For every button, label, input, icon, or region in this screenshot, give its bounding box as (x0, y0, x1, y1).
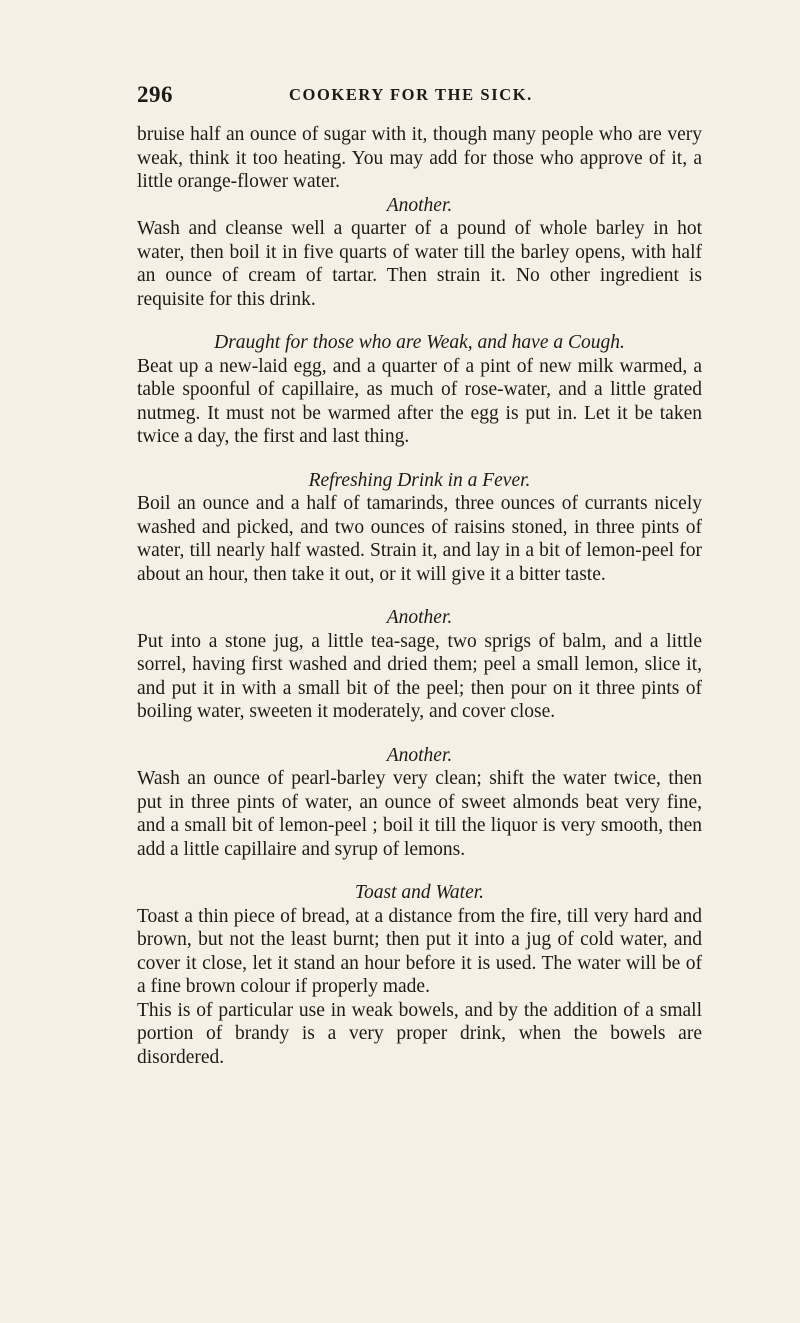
recipe-section (137, 744, 702, 862)
recipe-heading: Toast and Water. (354, 882, 485, 903)
recipe-section (137, 194, 702, 312)
recipe-paragraph: Wash and cleanse well a quarter of a pound of whole barley in hot water, then boil it in five quarts of water till the barley opens, with half an ounce of cream of tartar. Then strain it. No other ingredient is requisite for this drink. (137, 218, 702, 310)
recipe-section (137, 331, 702, 449)
recipe-heading: Another. (386, 607, 453, 628)
recipe-paragraph: Put into a stone jug, a little tea-sage, two sprigs of balm, and a little sorrel, having first washed and dried them; peel a small lemon, slice it, and put it in with a small bit of the peel; then pour on it three pints of boiling water, sweeten it moderately, and cover close. (137, 630, 702, 722)
running-head: COOKERY FOR THE SICK. (289, 85, 533, 104)
recipe-heading: Draught for those who are Weak, and have a Cough. (214, 332, 625, 353)
page-body (137, 123, 702, 1069)
recipe-section (137, 606, 702, 724)
recipe-heading: Refreshing Drink in a Fever. (308, 469, 531, 491)
page-number: 296 (137, 82, 173, 107)
recipe-paragraph: Toast a thin piece of bread, at a distance from the fire, till very hard and brown, but not the least burnt; then put it into a jug of cold water, and cover it close, let it stand an hour before it is used. The water will be of a fine brown colour if properly made. (137, 905, 702, 997)
page-header (137, 82, 697, 108)
recipe-section (137, 881, 702, 1069)
recipe-heading: Another. (386, 744, 453, 766)
recipe-paragraph: Boil an ounce and a half of tamarinds, three ounces of currants nicely washed and picked, and two ounces of raisins stoned, in three pints of water, till nearly half wasted. Strain it, and lay in a bit of lemon-peel for about an hour, then take it out, or it will give it a bitter taste. (137, 493, 702, 585)
recipe-paragraph: Wash an ounce of pearl-barley very clean; shift the water twice, then put in three pints of water, an ounce of sweet almonds beat very fine, and a small bit of lemon-peel ; boil it till the liquor is very smooth, then add a little capillaire and syrup of lemons. (137, 768, 702, 860)
recipe-paragraph: Beat up a new-laid egg, and a quarter of a pint of new milk warmed, a table spoonful of capillaire, as much of rose-water, and a little grated nutmeg. It must not be warmed after the egg is put in. Let it be taken twice a day, the first and last thing. (137, 355, 702, 447)
recipe-paragraph: This is of particular use in weak bowels, and by the addition of a small portion of brandy is a very proper drink, when the bowels are disordered. (137, 999, 702, 1068)
intro-paragraph: bruise half an ounce of sugar with it, though many people who are very weak, think it too heating. You may add for those who approve of it, a little orange-flower water. (137, 124, 702, 192)
recipe-section (137, 469, 702, 587)
recipe-heading: Another. (386, 194, 453, 216)
